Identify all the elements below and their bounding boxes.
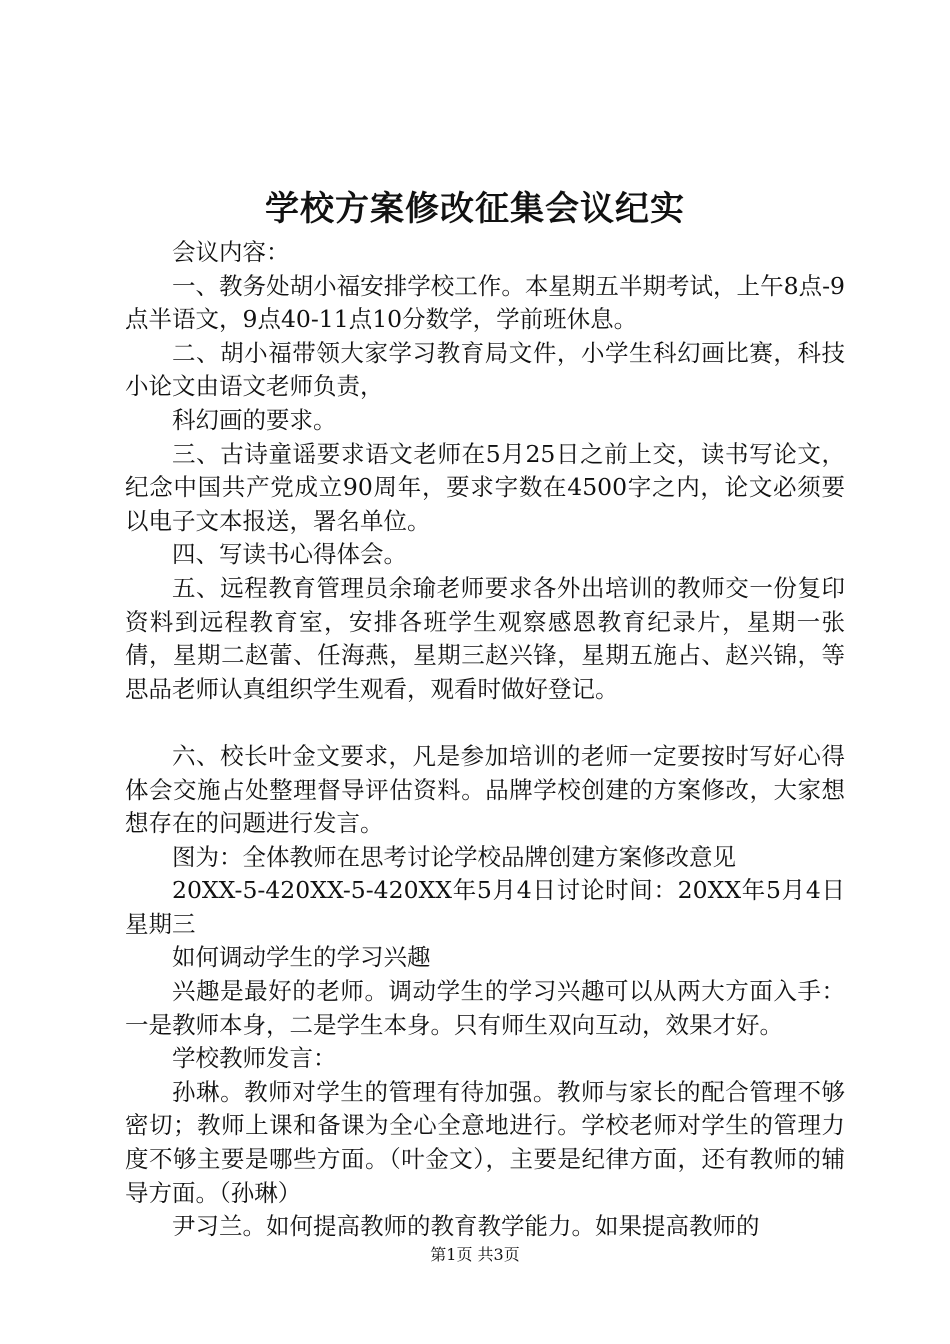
- paragraph-meeting-content: 会议内容：: [172, 238, 290, 266]
- paragraph-item-4: 四、写读书心得体会。: [172, 540, 407, 569]
- document-body: [125, 236, 845, 1244]
- paragraph-caption: 图为：全体教师在思考讨论学校品牌创建方案修改意见: [172, 842, 736, 871]
- paragraph-speech-sun-lin: 孙琳。教师对学生的管理有待加强。教师与家长的配合管理不够密切；教师上课和备课为全心全意地进行。学校老师对学生的管理力度不够主要是哪些方面。（叶金文），主要是纪律方面，还有教师的辅导方面。（孙琳）: [125, 1077, 845, 1207]
- paragraph-item-2-cont: 科幻画的要求。: [172, 405, 337, 434]
- page-number-footer: 第1页 共3页: [430, 1245, 520, 1264]
- paragraph-item-5: 五、远程教育管理员余瑜老师要求各外出培训的教师交一份复印资料到远程教育室，安排各班学生观察感恩教育纪录片，星期一张倩，星期二赵蕾、任海燕，星期三赵兴锋，星期五施占、赵兴锦，等思品老师认真组织学生观看，观看时做好登记。: [125, 573, 845, 703]
- paragraph-item-1: 一、教务处胡小福安排学校工作。本星期五半期考试，上午8点-9点半语文，9点40-11点10分数学，学前班休息。: [125, 271, 845, 334]
- paragraph-item-6: 六、校长叶金文要求，凡是参加培训的老师一定要按时写好心得体会交施占处整理督导评估资料。品牌学校创建的方案修改，大家想想存在的问题进行发言。: [125, 741, 845, 838]
- paragraph-subheading: 如何调动学生的学习兴趣: [172, 943, 431, 972]
- paragraph-item-3: 三、古诗童谣要求语文老师在5月25日之前上交，读书写论文，纪念中国共产党成立90周年，要求字数在4500字之内，论文必须要以电子文本报送，署名单位。: [125, 439, 845, 535]
- document-title: 学校方案修改征集会议纪实: [265, 189, 685, 229]
- paragraph-item-2: 二、胡小福带领大家学习教育局文件，小学生科幻画比赛，科技小论文由语文老师负责，: [125, 338, 845, 401]
- paragraph-date: 20XX-5-420XX-5-420XX年5月4日讨论时间：20XX年5月4日星期三: [125, 876, 845, 938]
- paragraph-blank: [125, 706, 845, 740]
- paragraph-interest: 兴趣是最好的老师。调动学生的学习兴趣可以从两大方面入手：一是教师本身，二是学生本身。只有师生双向互动，效果才好。: [125, 977, 845, 1039]
- paragraph-speeches-heading: 学校教师发言：: [172, 1044, 337, 1073]
- paragraph-speech-yin-xilan: 尹习兰。如何提高教师的教育教学能力。如果提高教师的: [172, 1212, 760, 1241]
